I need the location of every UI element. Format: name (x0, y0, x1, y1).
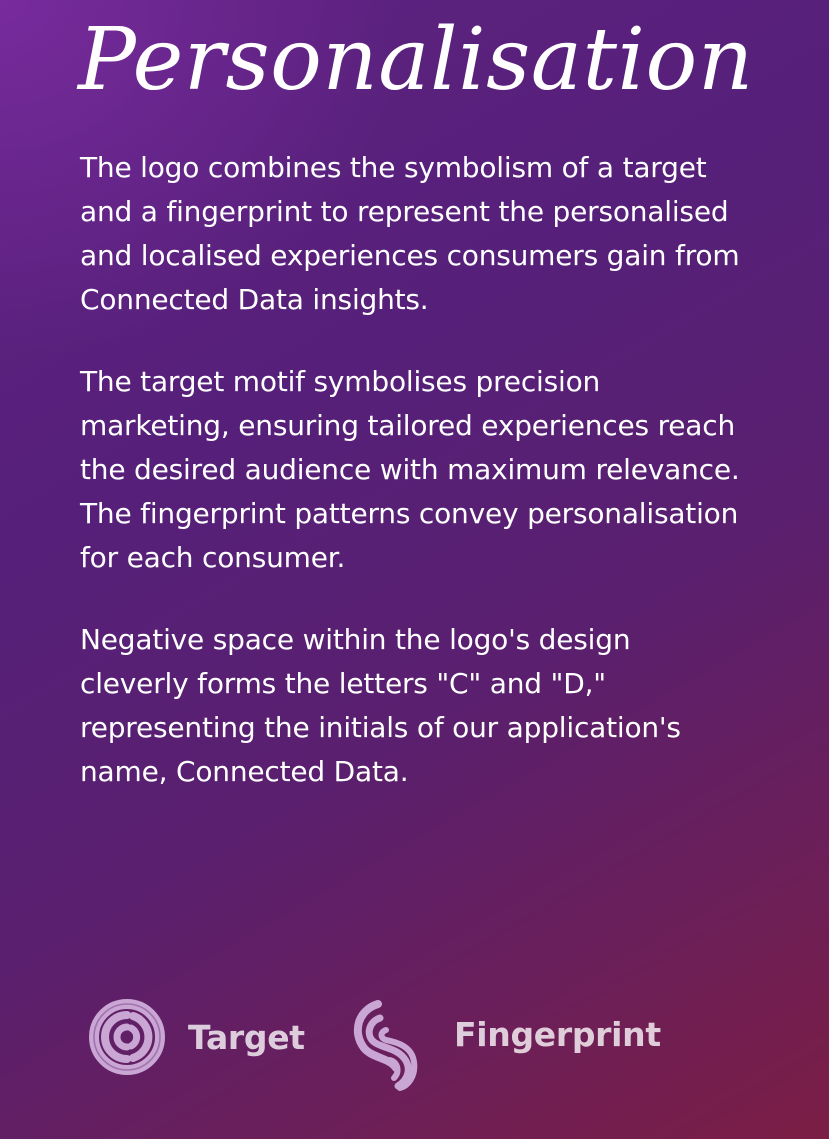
target-legend-item (88, 998, 305, 1076)
fingerprint-icon (350, 996, 422, 1092)
description (80, 146, 745, 832)
paragraph-logo-symbolism: The logo combines the symbolism of a target and a fingerprint to represent the personalised and localised experiences consumers gain from Connected Data insights. (80, 151, 740, 316)
paragraph-negative-space: Negative space within the logo's design cleverly forms the letters "C" and "D," representing the initials of our application's name, Connected Data. (80, 623, 681, 788)
fingerprint-legend-item (350, 996, 661, 1092)
page-title: Personalisation (78, 10, 754, 110)
target-label: Target (188, 1017, 305, 1057)
target-icon (88, 998, 166, 1076)
fingerprint-label: Fingerprint (454, 1014, 661, 1054)
paragraph-target-motif: The target motif symbolises precision marketing, ensuring tailored experiences reach the desired audience with maximum relevance. The fingerprint patterns convey personalisation for each consumer. (80, 365, 740, 574)
icon-legend (88, 996, 748, 1096)
